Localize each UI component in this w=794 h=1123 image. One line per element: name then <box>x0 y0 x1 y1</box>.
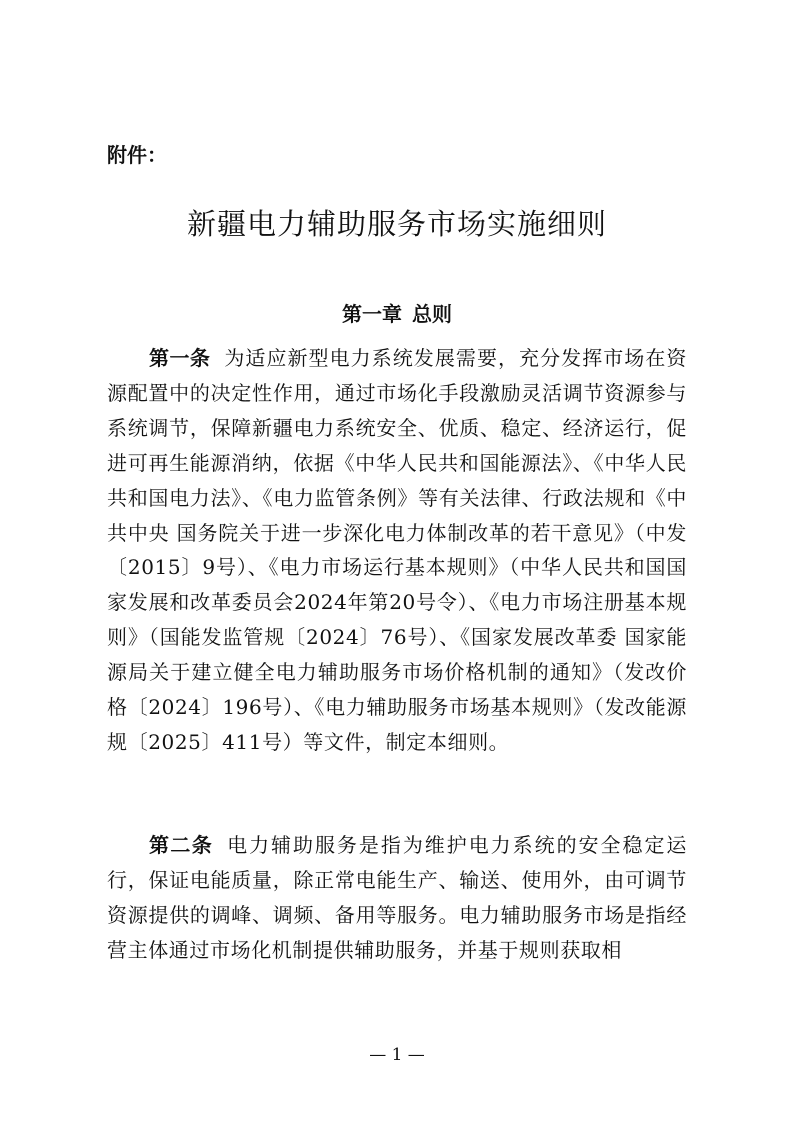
article-1-title: 第一条 <box>149 346 211 370</box>
article-1-text: 为适应新型电力系统发展需要，充分发挥市场在资源配置中的决定性作用，通过市场化手段激励灵活调节资源参与系统调节，保障新疆电力系统安全、优质、稳定、经济运行，促进可再生能源消纳，依据《中华人民共和国能源法》、《中华人民共和国电力法》、《电力监管条例》等有关法律、行政法规和《中共中央 国务院关于进一步深化电力体制改革的若干意见》（中发〔2015〕9号）、《电力市场运行基本规则》（中华人民共和国国家发展和改革委员会2024年第20号令）、《电力市场注册基本规则》（国能发监管规〔2024〕76号）、《国家发展改革委 国家能源局关于建立健全电力辅助服务市场价格机制的通知》（发改价格〔2024〕196号）、《电力辅助服务市场基本规则》（发改能源规〔2025〕411号）等文件，制定本细则。 <box>107 346 688 754</box>
document-title: 新疆电力辅助服务市场实施细则 <box>186 207 607 241</box>
attachment-label: 附件： <box>107 143 167 167</box>
page-number: — 1 — <box>369 1045 425 1065</box>
chapter-name: 总则 <box>412 302 452 326</box>
chapter-heading <box>0 298 794 330</box>
chapter-number: 第一章 <box>342 302 402 326</box>
article-2-title: 第二条 <box>149 833 214 857</box>
article-2-text: 电力辅助服务是指为维护电力系统的安全稳定运行，保证电能质量，除正常电能生产、输送、使用外，由可调节资源提供的调峰、调频、备用等服务。电力辅助服务市场是指经营主体通过市场化机制提供辅助服务，并基于规则获取相 <box>107 833 688 962</box>
article-1 <box>107 341 687 760</box>
article-2 <box>107 828 687 968</box>
